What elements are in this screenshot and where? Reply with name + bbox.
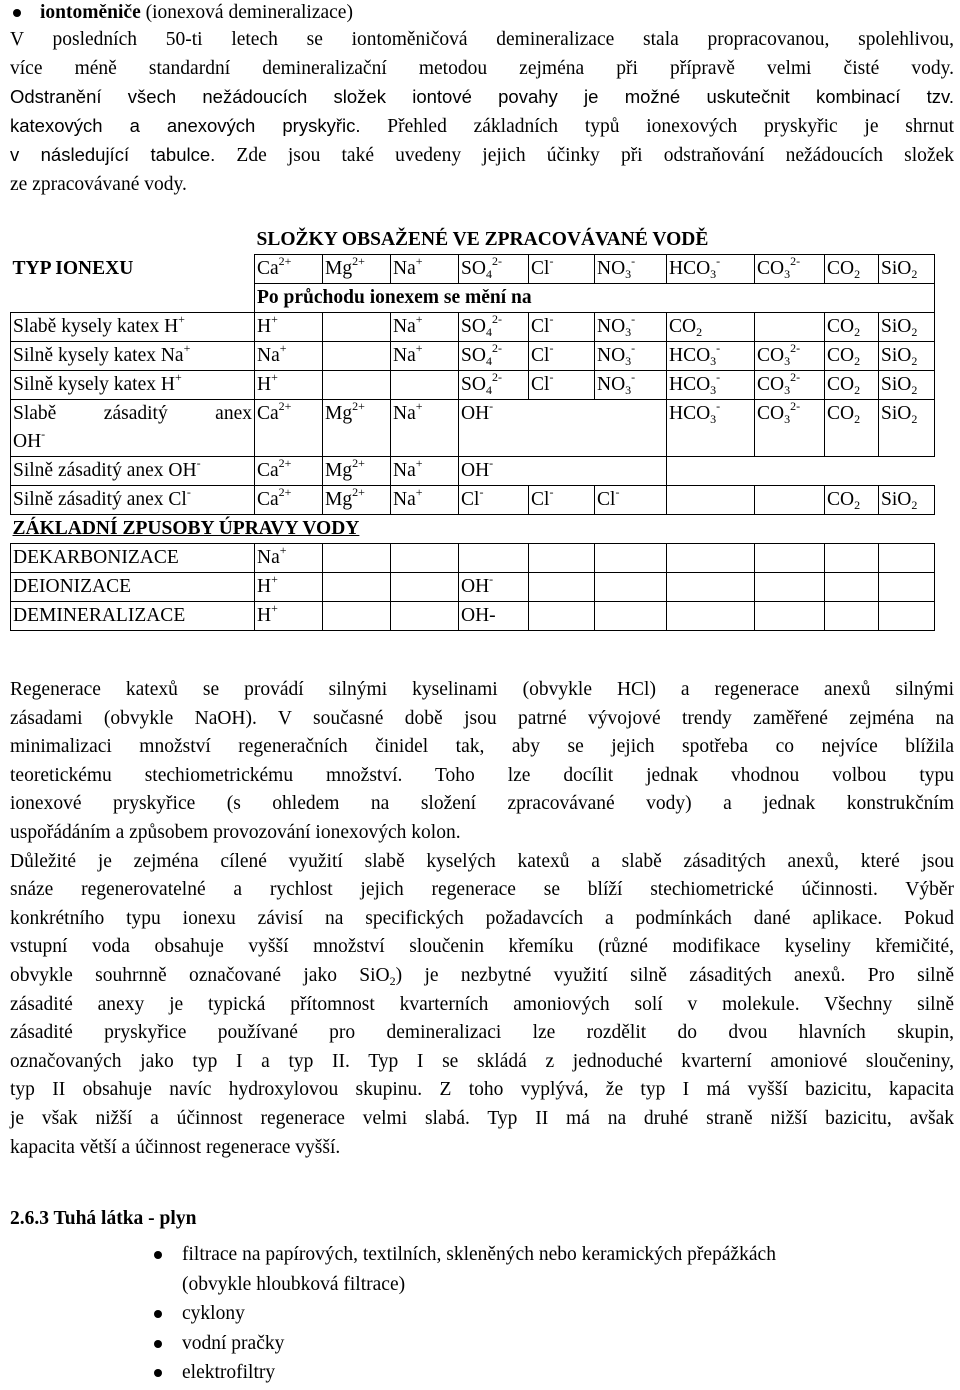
ion-na: Na+ <box>391 255 459 284</box>
table-cell: OH- <box>459 573 529 602</box>
intro-line-2: více méně standardní demineralizační metodou zejména při přípravě velmi čisté vody. <box>10 57 954 79</box>
intro-block <box>10 0 954 200</box>
table-cell: $Ca^{2+}$ <box>255 400 323 457</box>
table-cell <box>323 313 391 342</box>
regen-line: zásadité pryskyřice používané pro demineralizaci lze rozdělit do dvou hlavních skupin, <box>10 1022 954 1044</box>
table-cell: $Ca^{2+}$ <box>255 486 323 515</box>
regen-line: uspořádáním a způsobem provozování ionexových kolon. <box>10 821 461 843</box>
iontomenice-title: iontoměniče <box>40 2 141 23</box>
table-cell: Cl- <box>529 486 595 515</box>
intro-line-4-sans: katexových a anexových pryskyřic. <box>10 114 361 136</box>
ion-co2: $CO_2$ <box>825 255 879 284</box>
table-cell: SiO$_2$ <box>879 371 935 400</box>
intro-line-5 <box>10 141 954 171</box>
table-cell <box>667 457 755 486</box>
row-name: Silně kysely katex H+ <box>11 371 255 400</box>
table-cell: $Mg^{2+}$ <box>323 486 391 515</box>
bullet-iontomenice <box>10 0 954 26</box>
ion-hco3: $HCO_3^-$ <box>667 255 755 284</box>
list-item: cyklony <box>150 1299 950 1329</box>
table-cell <box>755 573 825 602</box>
table-cell <box>667 573 755 602</box>
table-cell: Na+ <box>391 342 459 371</box>
table-header-top: SLOŽKY OBSAŽENÉ VE ZPRACOVÁVANÉ VODĚ <box>256 229 709 250</box>
table-cell: $CO_2$ <box>667 313 755 342</box>
table-cell <box>595 602 667 631</box>
table-cell: $NO_3^-$ <box>595 342 667 371</box>
method-row <box>11 573 935 602</box>
table-cell: H+ <box>255 371 323 400</box>
table-cell: $NO_3^-$ <box>595 313 667 342</box>
table-cell: $SO_4^{2-}$ <box>459 313 529 342</box>
ion-so4: $SO_4^{2-}$ <box>459 255 529 284</box>
table-cell: $Mg^{2+}$ <box>323 400 391 457</box>
row-name: Silně kysely katex Na+ <box>11 342 255 371</box>
regen-line: obvykle souhrnně označované jako SiO$_2$) je nezbytné využití silně zásaditých anexů. Pro silně <box>10 964 954 988</box>
method-row <box>11 602 935 631</box>
table-cell: $NO_3^-$ <box>595 371 667 400</box>
table-cell <box>529 544 595 573</box>
intro-line-1: V posledních 50-ti letech se iontoměničová demineralizace stala propracovanou, spolehlivou, <box>10 29 954 50</box>
table-cell <box>825 544 879 573</box>
table-cell <box>755 602 825 631</box>
table-row <box>11 400 935 457</box>
table-cell: SiO$_2$ <box>879 400 935 457</box>
table-cell: $CO_2$ <box>825 371 879 400</box>
intro-paragraph <box>10 26 954 200</box>
intro-line-6: ze zpracovávané vody. <box>10 173 187 195</box>
table-cell: $CO_3^{2-}$ <box>755 400 825 457</box>
type-label: TYP IONEXU <box>12 257 134 279</box>
table-cell <box>323 371 391 400</box>
regen-line: Regenerace katexů se provádí silnými kyselinami (obvykle HCl) a regenerace anexů silnými <box>10 679 954 700</box>
intro-line-4 <box>10 112 954 142</box>
table-cell <box>459 544 529 573</box>
table-row <box>11 486 935 515</box>
section-heading: 2.6.3 Tuhá látka - plyn <box>10 1208 197 1229</box>
table-after-row <box>11 284 935 313</box>
table-cell: Na+ <box>255 342 323 371</box>
table-cell: Cl- <box>529 371 595 400</box>
table-cell <box>755 544 825 573</box>
table-cell: $SO_4^{2-}$ <box>459 342 529 371</box>
list-item: vodní pračky <box>150 1329 950 1359</box>
regen-line: snáze regenerovatelné a rychlost jejich regenerace se blíží stechiometrické účinnosti. Výběr <box>10 879 954 901</box>
table-cell <box>879 573 935 602</box>
regen-line: zásadami (obvykle NaOH). V současné době jsou patrné vývojové trendy zaměřené zejména na <box>10 707 954 729</box>
method-row <box>11 544 935 573</box>
ion-sio2: SiO$_2$ <box>879 255 935 284</box>
table-cell: Na+ <box>391 313 459 342</box>
table-cell: $SO_4^{2-}$ <box>459 371 529 400</box>
table-row <box>11 313 935 342</box>
zakladni-row <box>11 515 935 544</box>
table-cell: Cl- <box>529 342 595 371</box>
table-cell: SiO$_2$ <box>879 342 935 371</box>
table-cell <box>755 457 825 486</box>
intro-line-5-serif: Zde jsou také uvedeny jejich účinky při odstraňování nežádoucích složek <box>215 145 954 167</box>
table-cell: $CO_2$ <box>825 342 879 371</box>
table-cell <box>323 602 391 631</box>
regen-line: teoretickému stechiometrickému množství. Toho lze docílit jednak vhodnou volbou typu <box>10 764 954 786</box>
table-cell: $HCO_3^-$ <box>667 400 755 457</box>
regen-line: minimalizaci množství regeneračních činidel tak, aby se jejich spotřeba co nejvíce blížila <box>10 736 954 758</box>
table-cell: H+ <box>255 602 323 631</box>
table-cell: Cl- <box>529 313 595 342</box>
method-name: DEKARBONIZACE <box>11 544 255 573</box>
table-cell <box>323 544 391 573</box>
table-cell: $CO_3^{2-}$ <box>755 342 825 371</box>
table-cell <box>825 602 879 631</box>
row-name: Slabě kysely katex H+ <box>11 313 255 342</box>
table-cell <box>391 371 459 400</box>
method-name: DEMINERALIZACE <box>11 602 255 631</box>
table-cell <box>879 544 935 573</box>
table-cell: Na+ <box>255 544 323 573</box>
ion-co3: $CO_3^{2-}$ <box>755 255 825 284</box>
table-cell: OH- <box>459 400 667 457</box>
table-cell: SiO$_2$ <box>879 313 935 342</box>
row-name: Slabě zásaditý anex OH- <box>11 400 255 457</box>
table-cell: OH- <box>459 457 667 486</box>
table-cell <box>667 602 755 631</box>
regen-line: kapacita větší a účinnost regenerace vyšší. <box>10 1136 341 1158</box>
regen-line: ionexové pryskyřice (s ohledem na složení zpracovávané vody) a jednak konstrukčním <box>10 793 954 815</box>
table-row <box>11 371 935 400</box>
regen-line: konkrétního typu ionexu závisí na specifických požadavcích a podmínkách dané aplikace. Pokud <box>10 907 954 929</box>
table-cell <box>595 544 667 573</box>
table-row <box>11 457 935 486</box>
table-cell: Na+ <box>391 457 459 486</box>
table-cell <box>755 313 825 342</box>
list-item: filtrace na papírových, textilních, skleněných nebo keramických přepážkách (obvykle hloubková filtrace) <box>150 1240 950 1299</box>
section-list <box>150 1240 950 1388</box>
table-cell <box>825 457 879 486</box>
table-cell: $CO_3^{2-}$ <box>755 371 825 400</box>
regen-line: vstupní voda obsahuje vyšší množství sloučenin křemíku (různé modifikace kyseliny křemičité, <box>10 936 954 958</box>
table-cell <box>667 544 755 573</box>
table-cell <box>529 573 595 602</box>
row-name: Silně zásaditý anex OH- <box>11 457 255 486</box>
table-cell: $HCO_3^-$ <box>667 342 755 371</box>
table-cell <box>391 544 459 573</box>
table-cell: OH- <box>459 602 529 631</box>
table-cell <box>11 284 255 313</box>
table-ion-row <box>11 255 935 284</box>
regen-line: typ II obsahuje navíc hydroxylovou skupinu. Z toho vyplývá, že typ I má vyšší bazicitu, kapacita <box>10 1079 954 1101</box>
table-cell <box>755 486 825 515</box>
after-label: Po průchodu ionexem se mění na <box>255 284 935 313</box>
intro-line-4-serif: Přehled základních typů ionexových pryskyřic je shrnut <box>360 115 955 137</box>
table-cell <box>391 602 459 631</box>
table-cell: $Ca^{2+}$ <box>255 457 323 486</box>
method-name: DEIONIZACE <box>11 573 255 602</box>
regen-line: Důležité je zejména cílené využití slabě kyselých katexů a slabě zásaditých anexů, které jsou <box>10 850 954 872</box>
table-cell: Na+ <box>391 400 459 457</box>
row-name: Silně zásaditý anex Cl- <box>11 486 255 515</box>
table-cell <box>323 573 391 602</box>
table-cell <box>11 226 255 255</box>
table-cell: $HCO_3^-$ <box>667 371 755 400</box>
regen-line: zásadité anexy je typická přítomnost kvarterních amoniových solí v molekule. Všechny silně <box>10 993 954 1015</box>
regen-line: je však nižší a účinnost regenerace velmi slabá. Typ II má na druhé straně nižší bazicitu, avšak <box>10 1107 954 1129</box>
table-cell: SiO$_2$ <box>879 486 935 515</box>
table-cell <box>825 573 879 602</box>
table-cell <box>879 457 935 486</box>
table-cell: $CO_2$ <box>825 486 879 515</box>
ion-mg: $Mg^{2+}$ <box>323 255 391 284</box>
table-cell <box>459 515 935 544</box>
regeneration-paragraph <box>10 676 954 1162</box>
table-cell: $Mg^{2+}$ <box>323 457 391 486</box>
ionex-table <box>10 226 935 631</box>
table-header-row <box>11 226 935 255</box>
table-cell <box>529 602 595 631</box>
table-row <box>11 342 935 371</box>
list-item: elektrofiltry <box>150 1358 950 1388</box>
regen-line: označovaných jako typ I a typ II. Typ I se skládá z jednoduché kvarterní amoniové sloučeniny, <box>10 1050 954 1072</box>
intro-line-5-sans: v následující tabulce. <box>10 144 216 166</box>
table-cell: Na+ <box>391 486 459 515</box>
table-cell <box>667 486 755 515</box>
table-cell: $CO_2$ <box>825 400 879 457</box>
zakladni-label: ZÁKLADNÍ ZPUSOBY ÚPRAVY VODY <box>12 518 360 539</box>
table-cell: $CO_2$ <box>825 313 879 342</box>
iontomenice-subtitle: (ionexová demineralizace) <box>140 2 353 23</box>
table-cell: Cl- <box>595 486 667 515</box>
ion-cl: Cl- <box>529 255 595 284</box>
intro-line-3: Odstranění všech nežádoucích složek iontové povahy je možné uskutečnit kombinací tzv. <box>10 86 954 108</box>
table-cell <box>323 342 391 371</box>
table-cell: H+ <box>255 573 323 602</box>
ion-no3: $NO_3^-$ <box>595 255 667 284</box>
table-cell: Cl- <box>459 486 529 515</box>
table-cell <box>391 573 459 602</box>
ion-ca: $Ca^{2+}$ <box>255 255 323 284</box>
table-cell <box>595 573 667 602</box>
table-cell <box>879 602 935 631</box>
cell: H+ <box>255 313 323 342</box>
